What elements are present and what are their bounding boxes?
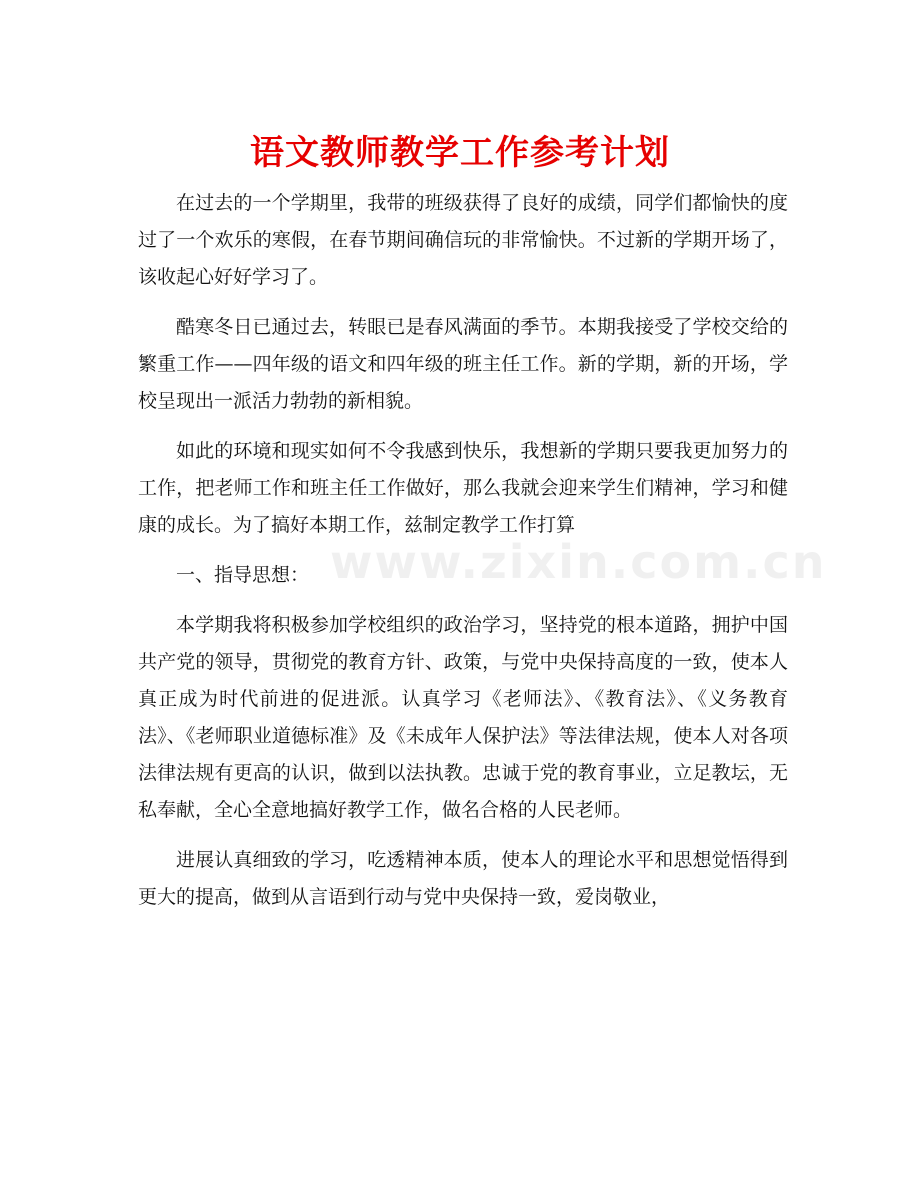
paragraph-1: 在过去的一个学期里，我带的班级获得了良好的成绩，同学们都愉快的度过了一个欢乐的寒假，在春节期间确信玩的非常愉快。不过新的学期开场了，该收起心好好学习了。 bbox=[138, 192, 788, 288]
paragraph-3: 如此的环境和现实如何不令我感到快乐，我想新的学期只要我更加努力的工作，把老师工作和班主任工作做好，那么我就会迎来学生们精神，学习和健康的成长。为了搞好本期工作，兹制定教学工作打算 bbox=[138, 440, 788, 536]
document-title: 语文教师教学工作参考计划 bbox=[250, 133, 670, 173]
watermark: www.zixin.com.cn bbox=[330, 535, 827, 589]
paragraph-5: 进展认真细致的学习，吃透精神本质，使本人的理论水平和思想觉悟得到更大的提高，做到从言语到行动与党中央保持一致，爱岗敬业， bbox=[138, 849, 788, 908]
paragraph-4: 本学期我将积极参加学校组织的政治学习，坚持党的根本道路，拥护中国共产党的领导，贯彻党的教育方针、政策，与党中央保持高度的一致，使本人真正成为时代前进的促进派。认真学习《老师法》、《教育法》、《义务教育法》、《老师职业道德标准》及《未成年人保护法》等法律法规，使本人对各项法律法规有更高的认识，做到以法执教。忠诚于党的教育事业，立足教坛，无私奉献，全心全意地搞好教学工作，做名合格的人民老师。 bbox=[138, 614, 788, 821]
document-body bbox=[138, 185, 827, 929]
section-heading-guiding-ideology: 一、指导思想： bbox=[176, 564, 310, 586]
paragraph-2: 酷寒冬日已通过去，转眼已是春风满面的季节。本期我接受了学校交给的繁重工作——四年级的语文和四年级的班主任工作。新的学期，新的开场，学校呈现出一派活力勃勃的新相貌。 bbox=[138, 316, 788, 412]
